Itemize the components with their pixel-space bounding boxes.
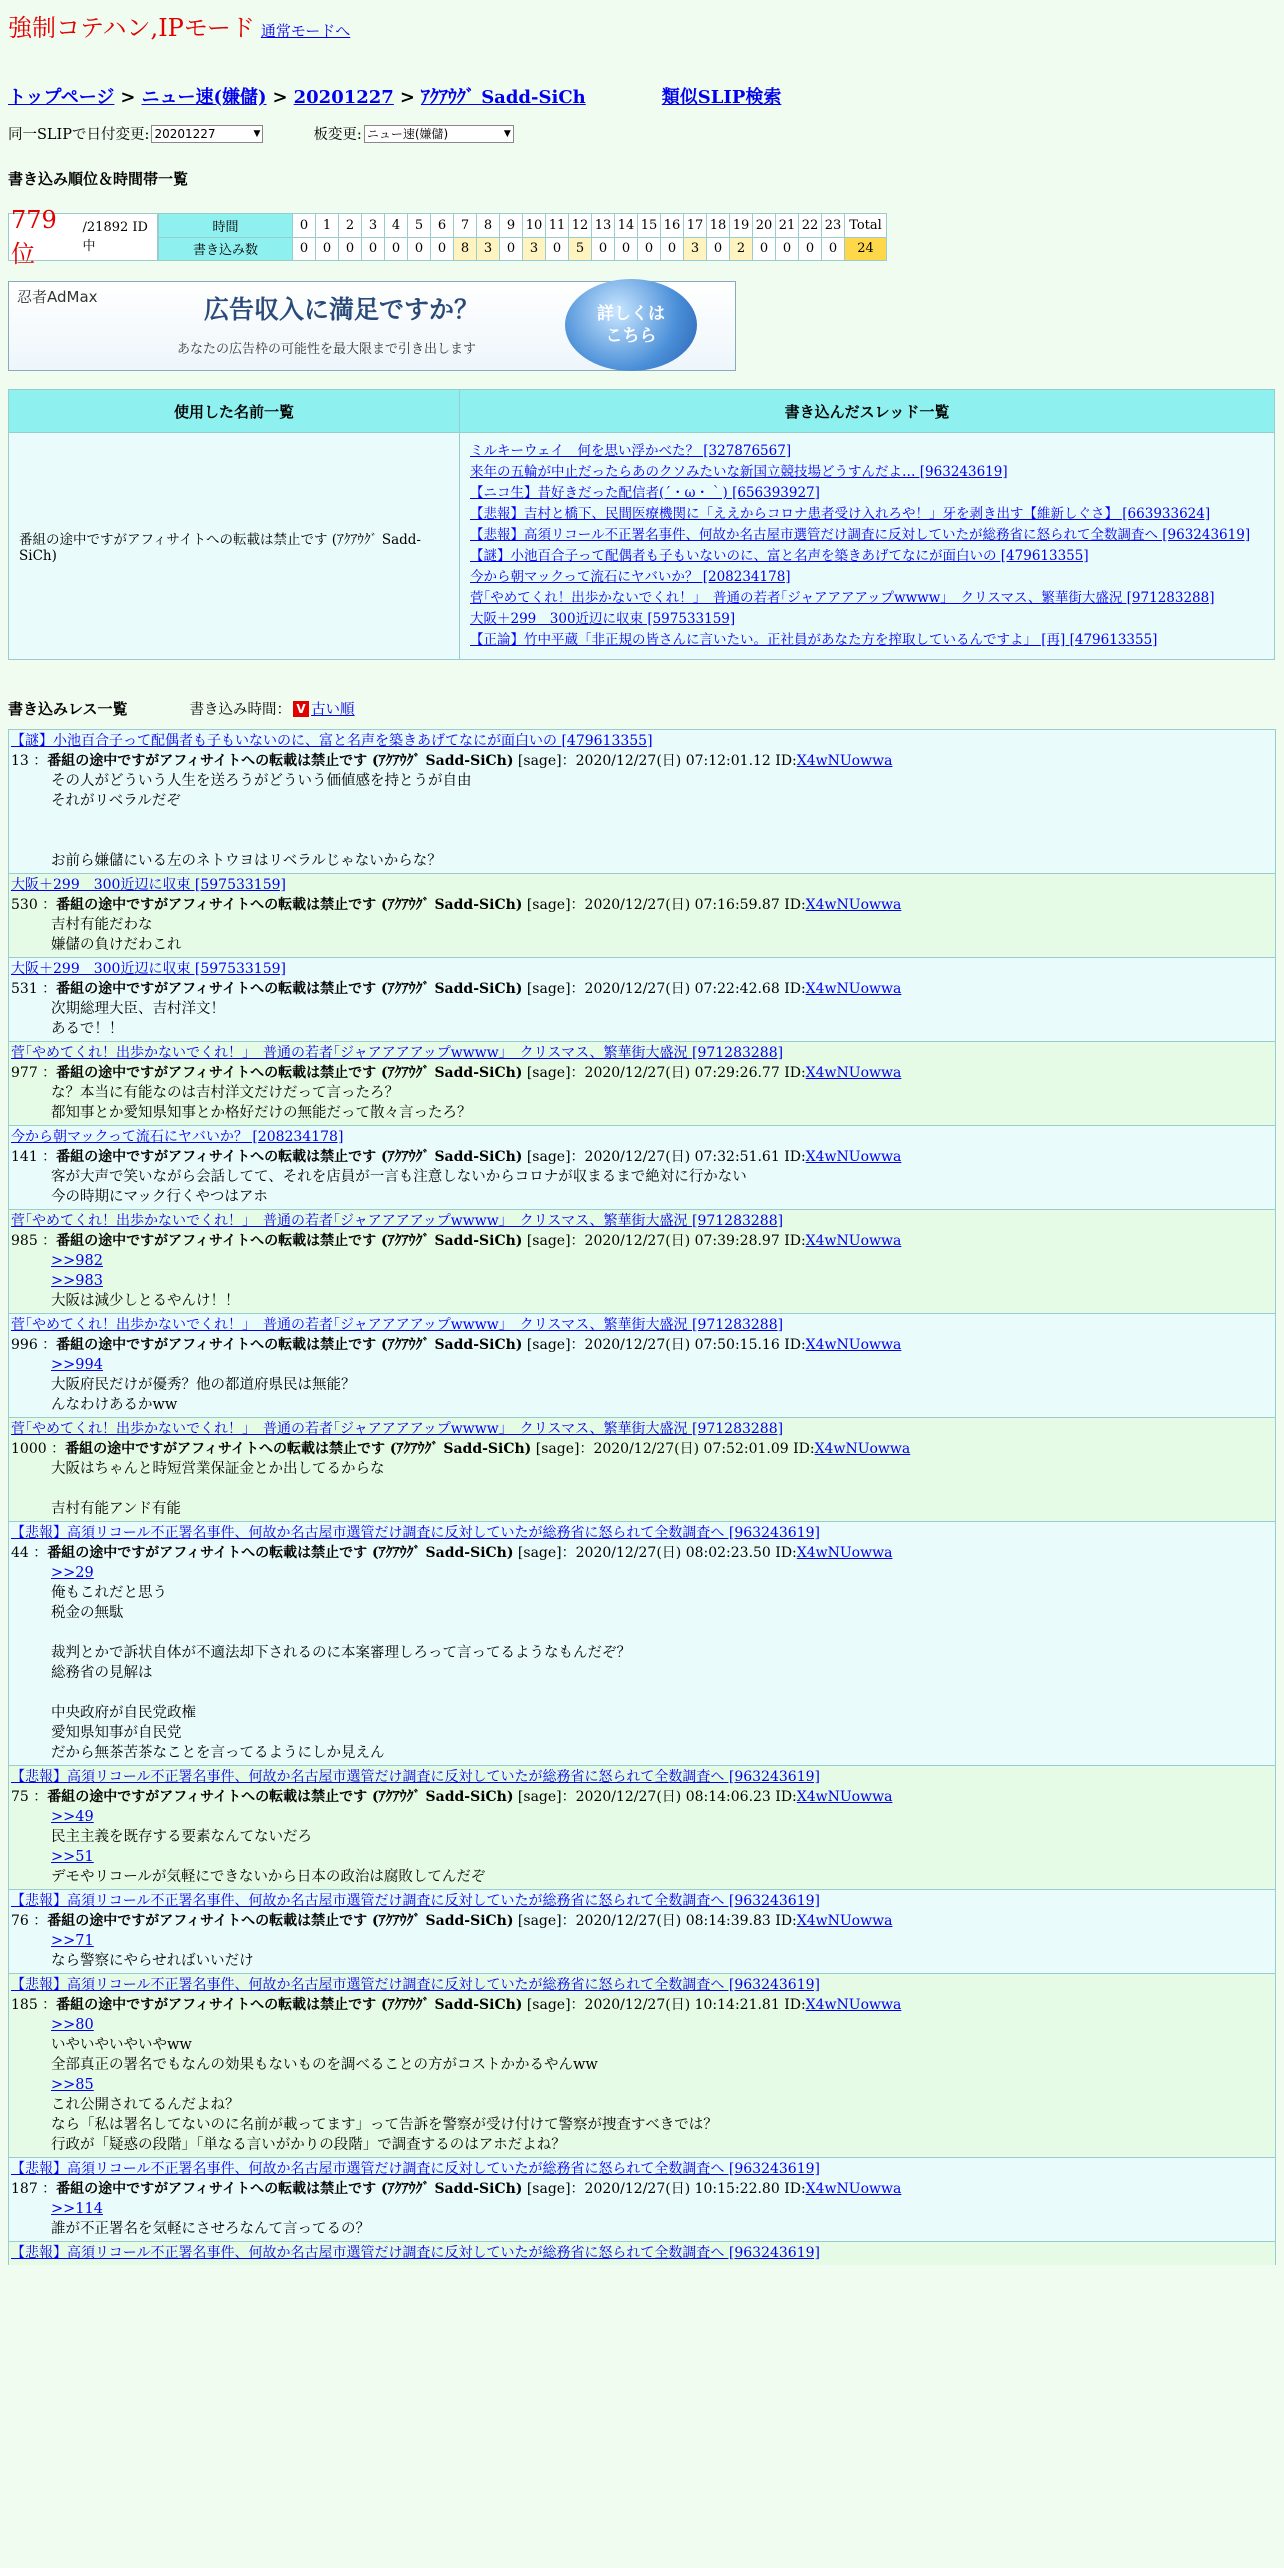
post-header xyxy=(11,1063,1273,1083)
post-line: 裁判とかで訴状自体が不適法却下されるのに本案審理しろって言ってるようなもんだぞ？ xyxy=(51,1645,631,1661)
post-meta: [sage]：2020/12/27(日) 07:22:42.68 ID: xyxy=(522,981,806,997)
post-meta: [sage]：2020/12/27(日) 08:14:39.83 ID: xyxy=(513,1913,797,1929)
hour-cell: 10 xyxy=(523,214,546,238)
hour-cell: 6 xyxy=(431,214,454,238)
count-cell: 0 xyxy=(753,237,776,261)
ad-details-button[interactable]: 詳しくはこちら xyxy=(565,279,697,371)
post-id-link[interactable]: X4wNUowwa xyxy=(796,1913,893,1929)
post-line: な？本当に有能なのは吉村洋文だけだって言ったろ？ xyxy=(51,1085,399,1101)
normal-mode-link[interactable]: 通常モードへ xyxy=(260,22,351,40)
post-line: 俺もこれだと思う xyxy=(51,1585,167,1601)
post-body xyxy=(51,915,1273,955)
date-select-label: 同一SLIPで日付変更: xyxy=(8,127,150,143)
post-line: 今の時期にマック行くやつはアホ xyxy=(51,1189,268,1205)
hour-cell: 1 xyxy=(316,214,339,238)
post-header xyxy=(11,1911,1273,1931)
post-header xyxy=(11,1147,1273,1167)
breadcrumb-date[interactable]: 20201227 xyxy=(293,87,394,108)
used-name: 番組の途中ですがアフィサイトへの転載は禁止です (ｱｸｱｳｸﾞ Sadd-SiCh) xyxy=(9,433,460,660)
hour-cell: 17 xyxy=(684,214,707,238)
post-line: だから無茶苦茶なことを言ってるようにしか見えん xyxy=(51,1745,385,1761)
post-line: 嫌儲の負けだわこれ xyxy=(51,937,182,953)
posts-heading: 書き込みレス一覧 xyxy=(8,700,128,718)
post-number: 530 ： xyxy=(11,897,57,913)
post-header xyxy=(11,1787,1273,1807)
post-id-link[interactable]: X4wNUowwa xyxy=(805,1337,902,1353)
names-column-header: 使用した名前一覧 xyxy=(9,390,460,433)
post-number: 985 ： xyxy=(11,1233,57,1249)
post-meta: [sage]：2020/12/27(日) 08:14:06.23 ID: xyxy=(513,1789,797,1805)
hour-cell: 23 xyxy=(822,214,845,238)
post-line: 吉村有能アンド有能 xyxy=(51,1501,181,1517)
post-number: 531 ： xyxy=(11,981,57,997)
post-line: 総務省の見解は xyxy=(51,1665,153,1681)
post-body xyxy=(51,771,1273,871)
count-cell: 0 xyxy=(408,237,431,261)
hour-cell: 0 xyxy=(293,214,316,238)
count-cell: 3 xyxy=(684,237,707,261)
thread-list xyxy=(460,433,1275,660)
post-line xyxy=(51,1623,1273,1643)
post-line: 民主主義を既存する要素なんてないだろ xyxy=(51,1829,312,1845)
hour-cell: 19 xyxy=(730,214,753,238)
count-cell: 3 xyxy=(477,237,500,261)
post-line: 吉村有能だわな xyxy=(51,917,153,933)
hour-cell: 7 xyxy=(454,214,477,238)
reply-anchor-link[interactable]: >>49 xyxy=(51,1809,94,1825)
post-line: 行政が「疑惑の段階」「単なる言いがかりの段階」で調査するのはアホだよね？ xyxy=(51,2137,566,2153)
post-thread-link[interactable]: 【悲報】高須リコール不正署名事件、何故か名古屋市選管だけ調査に反対していたが総務省に怒られて全数調査へ [963243619] xyxy=(11,1769,820,1785)
post-body xyxy=(51,1083,1273,1123)
post-meta: [sage]：2020/12/27(日) 07:39:28.97 ID: xyxy=(522,1233,806,1249)
post-body xyxy=(51,1355,1273,1415)
hour-row xyxy=(159,214,887,238)
post-body xyxy=(51,1563,1273,1763)
post xyxy=(8,1313,1276,1417)
post-id-link[interactable]: X4wNUowwa xyxy=(796,1545,893,1561)
post-number: 75 ： xyxy=(11,1789,48,1805)
post-id-link[interactable]: X4wNUowwa xyxy=(805,897,902,913)
thread-link[interactable]: 今から朝マックって流石にヤバいか？ [208234178] xyxy=(470,569,791,585)
count-cell: 0 xyxy=(362,237,385,261)
post-thread-link[interactable]: 【悲報】高須リコール不正署名事件、何故か名古屋市選管だけ調査に反対していたが総務省に怒られて全数調査へ [963243619] xyxy=(11,2245,820,2261)
post-line: デモやリコールが気軽にできないから日本の政治は腐敗してんだぞ xyxy=(51,1869,486,1885)
post-line: 中央政府が自民党政権 xyxy=(51,1705,196,1721)
reply-anchor-link[interactable]: >>85 xyxy=(51,2077,94,2093)
post xyxy=(8,873,1276,957)
breadcrumb-board[interactable]: ニュー速(嫌儲) xyxy=(141,87,267,108)
post-author: 番組の途中ですがアフィサイトへの転載は禁止です (ｱｸｱｳｸﾞ Sadd-SiCh) xyxy=(56,1337,523,1353)
post xyxy=(8,2157,1276,2241)
board-select-label: 板変更: xyxy=(313,127,362,143)
post-meta: [sage]：2020/12/27(日) 07:52:01.09 ID: xyxy=(531,1441,815,1457)
page-header xyxy=(8,8,1276,43)
post-line: なら「私は署名してないのに名前が載ってます」って告訴を警察が受け付けて警察が捜査すべきでは？ xyxy=(51,2117,718,2133)
post-author: 番組の途中ですがアフィサイトへの転載は禁止です (ｱｸｱｳｸﾞ Sadd-SiCh) xyxy=(56,897,523,913)
post-author: 番組の途中ですがアフィサイトへの転載は禁止です (ｱｸｱｳｸﾞ Sadd-SiCh) xyxy=(56,1233,523,1249)
post-meta: [sage]：2020/12/27(日) 10:14:21.81 ID: xyxy=(522,1997,806,2013)
post-line xyxy=(51,811,1273,831)
count-cell: 0 xyxy=(293,237,316,261)
post-number: 13 ： xyxy=(11,753,48,769)
reply-anchor-link[interactable]: >>983 xyxy=(51,1273,103,1289)
post-author: 番組の途中ですがアフィサイトへの転載は禁止です (ｱｸｱｳｸﾞ Sadd-SiCh) xyxy=(47,1913,514,1929)
reply-anchor-link[interactable]: >>994 xyxy=(51,1357,103,1373)
post-meta: [sage]：2020/12/27(日) 10:15:22.80 ID: xyxy=(522,2181,806,2197)
hour-cell: 3 xyxy=(362,214,385,238)
post-thread-link[interactable]: 菅｢やめてくれ！出歩かないでくれ！｣ 普通の若者｢ジャアアアアップwwww｣ クリスマス、繁華街大盛況 [971283288] xyxy=(11,1213,784,1229)
thread-link[interactable]: 【謎】小池百合子って配偶者も子もいないのに、富と名声を築きあげてなにが面白いの [479613355] xyxy=(470,548,1089,564)
post-thread-link[interactable]: 【謎】小池百合子って配偶者も子もいないのに、富と名声を築きあげてなにが面白いの [479613355] xyxy=(11,733,653,749)
post-line xyxy=(51,1683,1273,1703)
post-line: その人がどういう人生を送ろうがどういう価値感を持とうが自由 xyxy=(51,773,472,789)
time-label: 時間 xyxy=(159,214,293,238)
post-header xyxy=(11,1335,1273,1355)
hour-cell: 16 xyxy=(661,214,684,238)
post-body xyxy=(51,1931,1273,1971)
post-id-link[interactable]: X4wNUowwa xyxy=(796,1789,893,1805)
count-cell: 0 xyxy=(776,237,799,261)
posts-header xyxy=(8,698,1276,719)
post xyxy=(8,1417,1276,1521)
count-cell: 3 xyxy=(523,237,546,261)
rank-value: 779 位 xyxy=(11,205,57,268)
post-author: 番組の途中ですがアフィサイトへの転載は禁止です (ｱｸｱｳｸﾞ Sadd-SiCh) xyxy=(56,2181,523,2197)
hour-cell: 13 xyxy=(592,214,615,238)
post-thread-link[interactable]: 【悲報】高須リコール不正署名事件、何故か名古屋市選管だけ調査に反対していたが総務省に怒られて全数調査へ [963243619] xyxy=(11,1893,820,1909)
count-cell: 0 xyxy=(546,237,569,261)
post-number: 1000 ： xyxy=(11,1441,66,1457)
post xyxy=(8,1973,1276,2157)
reply-anchor-link[interactable]: >>71 xyxy=(51,1933,94,1949)
hour-cell: 11 xyxy=(546,214,569,238)
hour-cell: 22 xyxy=(799,214,822,238)
post-number: 996 ： xyxy=(11,1337,57,1353)
post-header xyxy=(11,1995,1273,2015)
post-author: 番組の途中ですがアフィサイトへの転載は禁止です (ｱｸｱｳｸﾞ Sadd-SiCh) xyxy=(47,1789,514,1805)
post-id-link[interactable]: X4wNUowwa xyxy=(805,981,902,997)
sort-time-label: 書き込み時間： xyxy=(189,702,292,718)
post-line: んなわけあるかww xyxy=(51,1397,178,1413)
hour-cell: 2 xyxy=(339,214,362,238)
count-cell: 8 xyxy=(454,237,477,261)
reply-anchor-link[interactable]: >>114 xyxy=(51,2201,103,2217)
post-id-link[interactable]: X4wNUowwa xyxy=(805,1997,902,2013)
sort-direction-icon: V xyxy=(293,701,309,717)
post-list xyxy=(8,729,1276,2265)
post-id-link[interactable]: X4wNUowwa xyxy=(805,1065,902,1081)
post-id-link[interactable]: X4wNUowwa xyxy=(805,2181,902,2197)
post-author: 番組の途中ですがアフィサイトへの転載は禁止です (ｱｸｱｳｸﾞ Sadd-SiCh) xyxy=(65,1441,532,1457)
sort-oldest-link[interactable]: 古い順 xyxy=(311,702,355,718)
post-id-link[interactable]: X4wNUowwa xyxy=(805,1233,902,1249)
post-thread-link[interactable]: 大阪＋299 300近辺に収束 [597533159] xyxy=(11,961,286,977)
post-author: 番組の途中ですがアフィサイトへの転載は禁止です (ｱｸｱｳｸﾞ Sadd-SiCh) xyxy=(47,1545,514,1561)
post-meta: [sage]：2020/12/27(日) 07:29:26.77 ID: xyxy=(522,1065,806,1081)
thread-link[interactable]: 【ニコ生】昔好きだった配信者(´・ω・｀) [656393927] xyxy=(470,485,820,501)
select-row xyxy=(8,123,1276,144)
post-header xyxy=(11,895,1273,915)
post-header xyxy=(11,979,1273,999)
count-label: 書き込み数 xyxy=(159,237,293,261)
count-cell: 0 xyxy=(500,237,523,261)
post xyxy=(8,729,1276,873)
thread-link[interactable]: ミルキーウェイ 何を思い浮かべた？ [327876567] xyxy=(470,443,792,459)
thread-link[interactable]: 【悲報】高須リコール不正署名事件、何故か名古屋市選管だけ調査に反対していたが総務省に怒られて全数調査へ [963243619] xyxy=(470,527,1251,543)
post-meta: [sage]：2020/12/27(日) 07:50:15.16 ID: xyxy=(522,1337,806,1353)
similar-slip-search-link[interactable]: 類似SLIP検索 xyxy=(661,87,782,108)
post xyxy=(8,1889,1276,1973)
post-author: 番組の途中ですがアフィサイトへの転載は禁止です (ｱｸｱｳｸﾞ Sadd-SiCh) xyxy=(47,753,514,769)
hour-cell: 9 xyxy=(500,214,523,238)
hour-cell: 4 xyxy=(385,214,408,238)
count-cell: 5 xyxy=(569,237,592,261)
post xyxy=(8,957,1276,1041)
post-body xyxy=(51,2015,1273,2155)
rank-total: /21892 ID中 xyxy=(82,220,148,254)
breadcrumb-sep: > xyxy=(399,87,415,108)
post-line: いやいやいやいやww xyxy=(51,2037,192,2053)
chevron-down-icon: ▼ xyxy=(503,128,511,139)
post-header xyxy=(11,1231,1273,1251)
ranking-row xyxy=(8,205,1276,268)
post-body xyxy=(51,2199,1273,2239)
count-cell: 0 xyxy=(615,237,638,261)
post-line xyxy=(51,831,1273,851)
post-meta: [sage]：2020/12/27(日) 07:12:01.12 ID: xyxy=(513,753,797,769)
board-select-value: ニュー速(嫌儲) xyxy=(366,127,449,141)
post-id-link[interactable]: X4wNUowwa xyxy=(805,1149,902,1165)
post-meta: [sage]：2020/12/27(日) 07:16:59.87 ID: xyxy=(522,897,806,913)
post-body xyxy=(51,999,1273,1039)
post-line: 全部真正の署名でもなんの効果もないものを調べることの方がコストかかるやんww xyxy=(51,2057,598,2073)
post-body xyxy=(51,1251,1273,1311)
ad-banner[interactable] xyxy=(8,281,736,371)
post-number: 141 ： xyxy=(11,1149,57,1165)
hour-cell: 8 xyxy=(477,214,500,238)
count-cell: 0 xyxy=(385,237,408,261)
reply-anchor-link[interactable]: >>29 xyxy=(51,1565,94,1581)
post-thread-link[interactable]: 大阪＋299 300近辺に収束 [597533159] xyxy=(11,877,286,893)
post-line: なら警察にやらせればいいだけ xyxy=(51,1953,254,1969)
breadcrumb-slip[interactable]: ｱｸｱｳｸﾞ Sadd-SiCh xyxy=(420,87,586,108)
breadcrumb-sep: > xyxy=(120,87,136,108)
post-header xyxy=(11,1439,1273,1459)
post-meta: [sage]：2020/12/27(日) 08:02:23.50 ID: xyxy=(513,1545,797,1561)
chevron-down-icon: ▼ xyxy=(253,128,261,139)
post-thread-link[interactable]: 菅｢やめてくれ！出歩かないでくれ！｣ 普通の若者｢ジャアアアアップwwww｣ クリスマス、繁華街大盛況 [971283288] xyxy=(11,1317,784,1333)
reply-anchor-link[interactable]: >>80 xyxy=(51,2017,94,2033)
post-line: 次期総理大臣、吉村洋文！ xyxy=(51,1001,225,1017)
post-author: 番組の途中ですがアフィサイトへの転載は禁止です (ｱｸｱｳｸﾞ Sadd-SiCh) xyxy=(56,1065,523,1081)
post-thread-link[interactable]: 【悲報】高須リコール不正署名事件、何故か名古屋市選管だけ調査に反対していたが総務省に怒られて全数調査へ [963243619] xyxy=(11,2161,820,2177)
hour-table xyxy=(158,213,887,261)
ad-headline: 広告収入に満足ですか？ xyxy=(204,295,480,324)
post-body xyxy=(51,1807,1273,1887)
post-line: それがリベラルだぞ xyxy=(51,793,181,809)
sort-order xyxy=(190,698,355,719)
reply-anchor-link[interactable]: >>51 xyxy=(51,1849,94,1865)
post-number: 185 ： xyxy=(11,1997,57,2013)
post xyxy=(8,1765,1276,1889)
post-line: これ公開されてるんだよね？ xyxy=(51,2097,240,2113)
post-line: 税金の無駄 xyxy=(51,1605,124,1621)
page-title: 強制コテハン,IPモード xyxy=(8,14,255,42)
count-row xyxy=(159,237,887,261)
post xyxy=(8,1521,1276,1765)
post-line: 大阪はちゃんと時短営業保証金とか出してるからな xyxy=(51,1461,385,1477)
count-cell: 0 xyxy=(799,237,822,261)
post-header xyxy=(11,2179,1273,2199)
post-id-link[interactable]: X4wNUowwa xyxy=(796,753,893,769)
hour-cell: 20 xyxy=(753,214,776,238)
thread-link[interactable]: 【正論】竹中平蔵「非正規の皆さんに言いたい。正社員があなた方を搾取しているんですよ」 [再] [479613355] xyxy=(470,632,1158,648)
post-body xyxy=(51,1459,1273,1519)
post-line: 客が大声で笑いながら会話してて、それを店員が一言も注意しないからコロナが収まるまで絶対に行かない xyxy=(51,1169,747,1185)
post-thread-link[interactable]: 【悲報】高須リコール不正署名事件、何故か名古屋市選管だけ調査に反対していたが総務省に怒られて全数調査へ [963243619] xyxy=(11,1977,820,1993)
rank-box xyxy=(8,205,158,268)
post-thread-link[interactable]: 今から朝マックって流石にヤバいか？ [208234178] xyxy=(11,1129,344,1145)
post xyxy=(8,2241,1276,2265)
post-line: あるで！！ xyxy=(51,1021,124,1037)
thread-link[interactable]: 来年の五輪が中止だったらあのクソみたいな新国立競技場どうすんだよ… [963243619] xyxy=(470,464,1008,480)
ad-logo: 忍者AdMax xyxy=(17,288,98,306)
post-line: 愛知県知事が自民党 xyxy=(51,1725,182,1741)
post-number: 76 ： xyxy=(11,1913,48,1929)
threads-column-header: 書き込んだスレッド一覧 xyxy=(460,390,1275,433)
post xyxy=(8,1125,1276,1209)
count-cell: 0 xyxy=(339,237,362,261)
count-cell: 0 xyxy=(592,237,615,261)
post-meta: [sage]：2020/12/27(日) 07:32:51.61 ID: xyxy=(522,1149,806,1165)
post-number: 977 ： xyxy=(11,1065,57,1081)
thread-link[interactable]: 菅｢やめてくれ！出歩かないでくれ！｣ 普通の若者｢ジャアアアアップwwww｣ クリスマス、繁華街大盛況 [971283288] xyxy=(470,590,1215,606)
breadcrumb-top[interactable]: トップページ xyxy=(8,87,115,108)
post-author: 番組の途中ですがアフィサイトへの転載は禁止です (ｱｸｱｳｸﾞ Sadd-SiCh) xyxy=(56,981,523,997)
thread-link[interactable]: 大阪＋299 300近辺に収束 [597533159] xyxy=(470,611,736,627)
count-cell: 0 xyxy=(316,237,339,261)
ranking-heading: 書き込み順位＆時間帯一覧 xyxy=(8,170,189,188)
count-cell: 0 xyxy=(822,237,845,261)
count-cell: 0 xyxy=(431,237,454,261)
post-line xyxy=(51,1479,1273,1499)
post-thread-link[interactable]: 菅｢やめてくれ！出歩かないでくれ！｣ 普通の若者｢ジャアアアアップwwww｣ クリスマス、繁華街大盛況 [971283288] xyxy=(11,1421,784,1437)
post-id-link[interactable]: X4wNUowwa xyxy=(814,1441,911,1457)
hour-cell: 18 xyxy=(707,214,730,238)
post-thread-link[interactable]: 【悲報】高須リコール不正署名事件、何故か名古屋市選管だけ調査に反対していたが総務省に怒られて全数調査へ [963243619] xyxy=(11,1525,820,1541)
post-number: 44 ： xyxy=(11,1545,48,1561)
post-author: 番組の途中ですがアフィサイトへの転載は禁止です (ｱｸｱｳｸﾞ Sadd-SiCh) xyxy=(56,1997,523,2013)
count-cell: 2 xyxy=(730,237,753,261)
post-header xyxy=(11,1543,1273,1563)
hour-cell: 21 xyxy=(776,214,799,238)
date-select[interactable] xyxy=(151,125,263,143)
count-cell: 0 xyxy=(707,237,730,261)
ad-subtext: あなたの広告枠の可能性を最大限まで引き出します xyxy=(177,342,477,357)
post-number: 187 ： xyxy=(11,2181,57,2197)
post-line: 大阪府民だけが優秀？他の都道府県民は無能？ xyxy=(51,1377,356,1393)
hour-cell: 15 xyxy=(638,214,661,238)
post xyxy=(8,1041,1276,1125)
board-select[interactable] xyxy=(364,125,514,143)
breadcrumb-sep: > xyxy=(272,87,288,108)
post-body xyxy=(51,1167,1273,1207)
hour-total-header: Total xyxy=(845,214,887,238)
date-select-value: 20201227 xyxy=(154,126,216,141)
post-line: 大阪は減少しとるやんけ！！ xyxy=(51,1293,240,1309)
post-line: 誰が不正署名を気軽にさせろなんて言ってるの？ xyxy=(51,2221,370,2237)
post-line: お前ら嫌儲にいる左のネトウヨはリベラルじゃないからな？ xyxy=(51,853,442,869)
names-threads-table xyxy=(8,389,1275,660)
count-cell: 0 xyxy=(638,237,661,261)
post-header xyxy=(11,751,1273,771)
hour-cell: 14 xyxy=(615,214,638,238)
count-cell: 0 xyxy=(661,237,684,261)
post-thread-link[interactable]: 菅｢やめてくれ！出歩かないでくれ！｣ 普通の若者｢ジャアアアアップwwww｣ クリスマス、繁華街大盛況 [971283288] xyxy=(11,1045,784,1061)
post-line: 都知事とか愛知県知事とか格好だけの無能だって散々言ったろ？ xyxy=(51,1105,472,1121)
post-author: 番組の途中ですがアフィサイトへの転載は禁止です (ｱｸｱｳｸﾞ Sadd-SiCh) xyxy=(56,1149,523,1165)
count-total: 24 xyxy=(845,237,887,261)
hour-cell: 12 xyxy=(569,214,592,238)
thread-link[interactable]: 【悲報】吉村と橋下、民間医療機関に「ええからコロナ患者受け入れろや！」牙を剥き出す【維新しぐさ】 [663933624] xyxy=(470,506,1211,522)
post xyxy=(8,1209,1276,1313)
breadcrumb xyxy=(8,83,1276,109)
reply-anchor-link[interactable]: >>982 xyxy=(51,1253,103,1269)
hour-cell: 5 xyxy=(408,214,431,238)
